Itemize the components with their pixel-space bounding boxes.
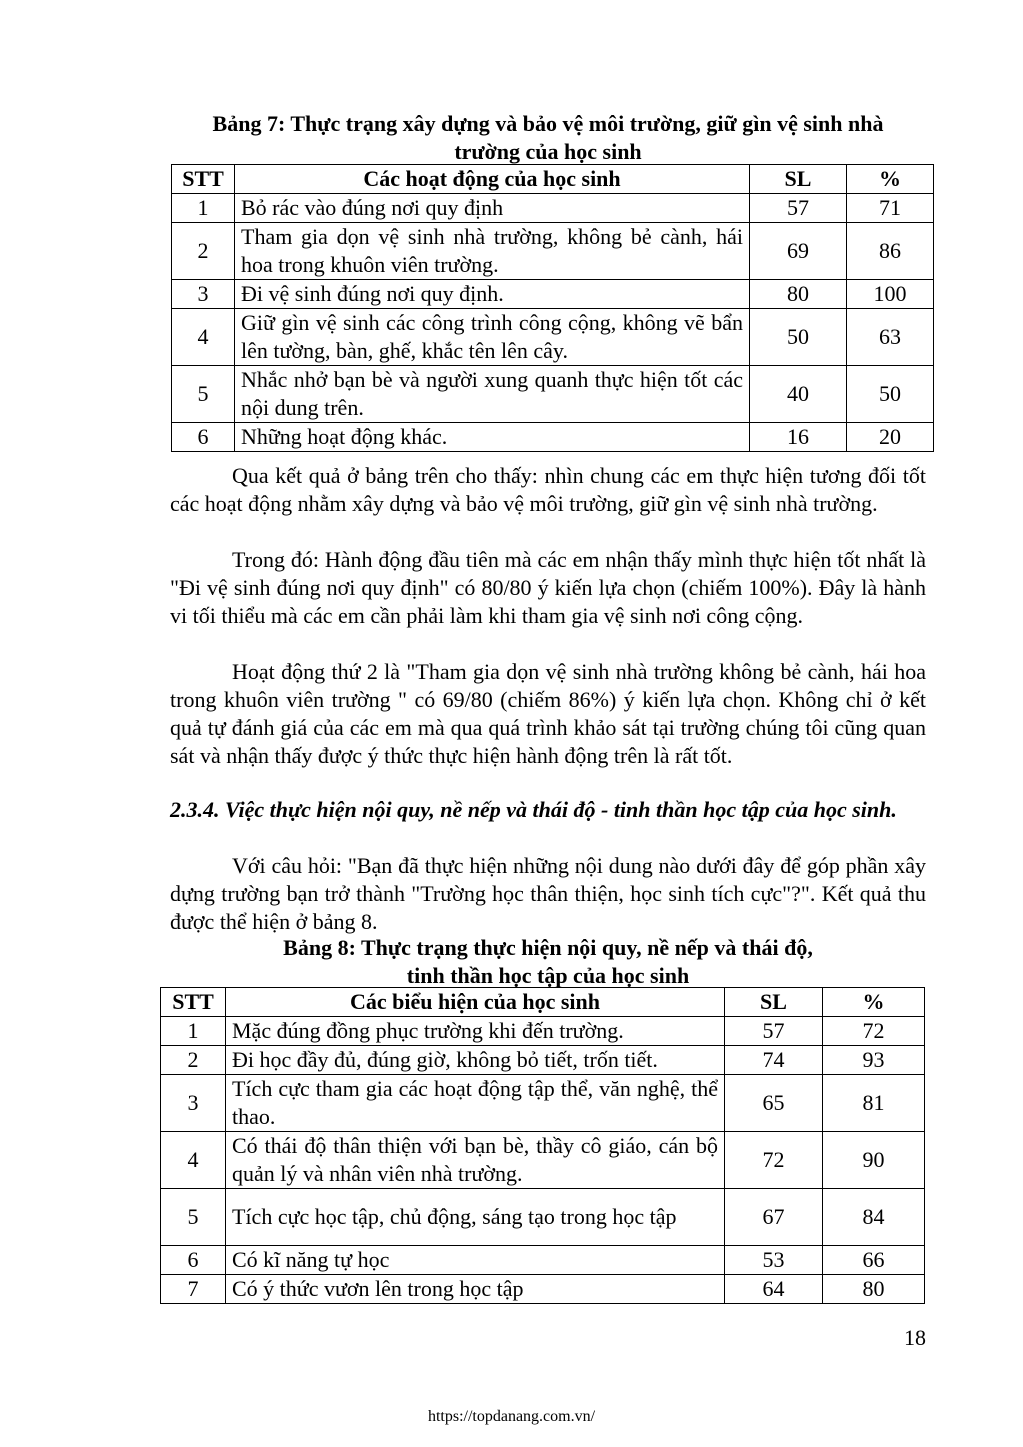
table7-header-row	[172, 165, 934, 194]
table8-header-sl: SL	[725, 988, 823, 1017]
row-sl: 74	[725, 1046, 823, 1075]
footer-url[interactable]: https://topdanang.com.vn/	[427, 1408, 596, 1425]
table7-caption	[170, 110, 926, 166]
row-pct: 20	[847, 423, 934, 452]
row-stt: 5	[161, 1189, 226, 1246]
table-row	[161, 1046, 925, 1075]
table7-caption-line1: Bảng 7: Thực trạng xây dựng và bảo vệ môi trường, giữ gìn vệ sinh nhà	[212, 111, 884, 136]
row-sl: 64	[725, 1275, 823, 1304]
table8-header-pct: %	[823, 988, 925, 1017]
table8-caption-line1: Bảng 8: Thực trạng thực hiện nội quy, nề nếp và thái độ,	[283, 935, 813, 960]
table7-header-stt: STT	[172, 165, 235, 194]
row-stt: 2	[161, 1046, 226, 1075]
row-text: Bỏ rác vào đúng nơi quy định	[235, 194, 750, 223]
table-row	[172, 223, 934, 280]
row-sl: 65	[725, 1075, 823, 1132]
row-stt: 3	[172, 280, 235, 309]
row-pct: 81	[823, 1075, 925, 1132]
paragraph-1: Qua kết quả ở bảng trên cho thấy: nhìn chung các em thực hiện tương đối tốt các hoạt động nhằm xây dựng và bảo vệ môi trường, giữ gìn vệ sinh nhà trường.	[170, 463, 926, 516]
row-text: Những hoạt động khác.	[235, 423, 750, 452]
row-stt: 7	[161, 1275, 226, 1304]
table-row	[172, 194, 934, 223]
table8	[160, 987, 925, 1304]
row-pct: 72	[823, 1017, 925, 1046]
row-stt: 2	[172, 223, 235, 280]
row-sl: 50	[750, 309, 847, 366]
table-row	[161, 1189, 925, 1246]
table7-caption-line2: trường của học sinh	[454, 139, 642, 164]
table8-header-stt: STT	[161, 988, 226, 1017]
row-pct: 80	[823, 1275, 925, 1304]
table-row	[172, 309, 934, 366]
row-pct: 86	[847, 223, 934, 280]
table7-header-sl: SL	[750, 165, 847, 194]
row-stt: 4	[161, 1132, 226, 1189]
row-pct: 84	[823, 1189, 925, 1246]
row-sl: 80	[750, 280, 847, 309]
row-text: Tích cực học tập, chủ động, sáng tạo trong học tập	[226, 1189, 725, 1246]
table-row	[161, 1132, 925, 1189]
row-pct: 63	[847, 309, 934, 366]
page-number: 18	[904, 1325, 926, 1350]
table8-caption	[170, 934, 926, 990]
row-sl: 40	[750, 366, 847, 423]
table7-header-pct: %	[847, 165, 934, 194]
row-pct: 66	[823, 1246, 925, 1275]
table7	[171, 164, 934, 452]
row-sl: 57	[750, 194, 847, 223]
paragraph-4: Với câu hỏi: "Bạn đã thực hiện những nội dung nào dưới đây để góp phần xây dựng trường bạn trở thành "Trường học thân thiện, học sinh tích cực"?". Kết quả thu được thể hiện ở bảng 8.	[170, 853, 926, 934]
table-row	[161, 1075, 925, 1132]
row-text: Có kĩ năng tự học	[226, 1246, 725, 1275]
row-sl: 69	[750, 223, 847, 280]
row-sl: 67	[725, 1189, 823, 1246]
table8-header-behavior: Các biểu hiện của học sinh	[226, 988, 725, 1017]
table8-caption-line2: tinh thần học tập của học sinh	[406, 963, 690, 988]
row-pct: 71	[847, 194, 934, 223]
row-sl: 53	[725, 1246, 823, 1275]
table-row	[161, 1275, 925, 1304]
row-text: Tích cực tham gia các hoạt động tập thể, văn nghệ, thể thao.	[226, 1075, 725, 1132]
section-heading: 2.3.4. Việc thực hiện nội quy, nề nếp và thái độ - tinh thần học tập của học sinh.	[170, 797, 897, 822]
table-row	[172, 423, 934, 452]
row-text: Tham gia dọn vệ sinh nhà trường, không bẻ cành, hái hoa trong khuôn viên trường.	[235, 223, 750, 280]
table8-header-row	[161, 988, 925, 1017]
row-pct: 93	[823, 1046, 925, 1075]
row-sl: 16	[750, 423, 847, 452]
table7-header-activity: Các hoạt động của học sinh	[235, 165, 750, 194]
row-stt: 1	[161, 1017, 226, 1046]
row-stt: 4	[172, 309, 235, 366]
paragraph-2: Trong đó: Hành động đầu tiên mà các em nhận thấy mình thực hiện tốt nhất là "Đi vệ sinh đúng nơi quy định" có 80/80 ý kiến lựa chọn (chiếm 100%). Đây là hành vi tối thiểu mà các em cần phải làm khi tham gia vệ sinh nơi công cộng.	[170, 547, 926, 628]
row-stt: 5	[172, 366, 235, 423]
table-row	[161, 1246, 925, 1275]
row-stt: 6	[172, 423, 235, 452]
row-stt: 6	[161, 1246, 226, 1275]
row-sl: 57	[725, 1017, 823, 1046]
row-text: Giữ gìn vệ sinh các công trình công cộng, không vẽ bẩn lên tường, bàn, ghế, khắc tên lên cây.	[235, 309, 750, 366]
row-sl: 72	[725, 1132, 823, 1189]
row-pct: 90	[823, 1132, 925, 1189]
row-text: Mặc đúng đồng phục trường khi đến trường.	[226, 1017, 725, 1046]
row-text: Có ý thức vươn lên trong học tập	[226, 1275, 725, 1304]
row-text: Đi vệ sinh đúng nơi quy định.	[235, 280, 750, 309]
row-text: Nhắc nhở bạn bè và người xung quanh thực hiện tốt các nội dung trên.	[235, 366, 750, 423]
row-stt: 3	[161, 1075, 226, 1132]
row-stt: 1	[172, 194, 235, 223]
table-row	[172, 280, 934, 309]
row-pct: 100	[847, 280, 934, 309]
paragraph-3: Hoạt động thứ 2 là "Tham gia dọn vệ sinh nhà trường không bẻ cành, hái hoa trong khuôn viên trường " có 69/80 (chiếm 86%) ý kiến lựa chọn. Không chỉ ở kết quả tự đánh giá của các em mà qua quá trình khảo sát tại trường chúng tôi cũng quan sát và nhận thấy được ý thức thực hiện hành động trên là rất tốt.	[170, 659, 926, 768]
table-row	[172, 366, 934, 423]
row-text: Đi học đầy đủ, đúng giờ, không bỏ tiết, trốn tiết.	[226, 1046, 725, 1075]
table-row	[161, 1017, 925, 1046]
row-pct: 50	[847, 366, 934, 423]
row-text: Có thái độ thân thiện với bạn bè, thầy cô giáo, cán bộ quản lý và nhân viên nhà trường.	[226, 1132, 725, 1189]
